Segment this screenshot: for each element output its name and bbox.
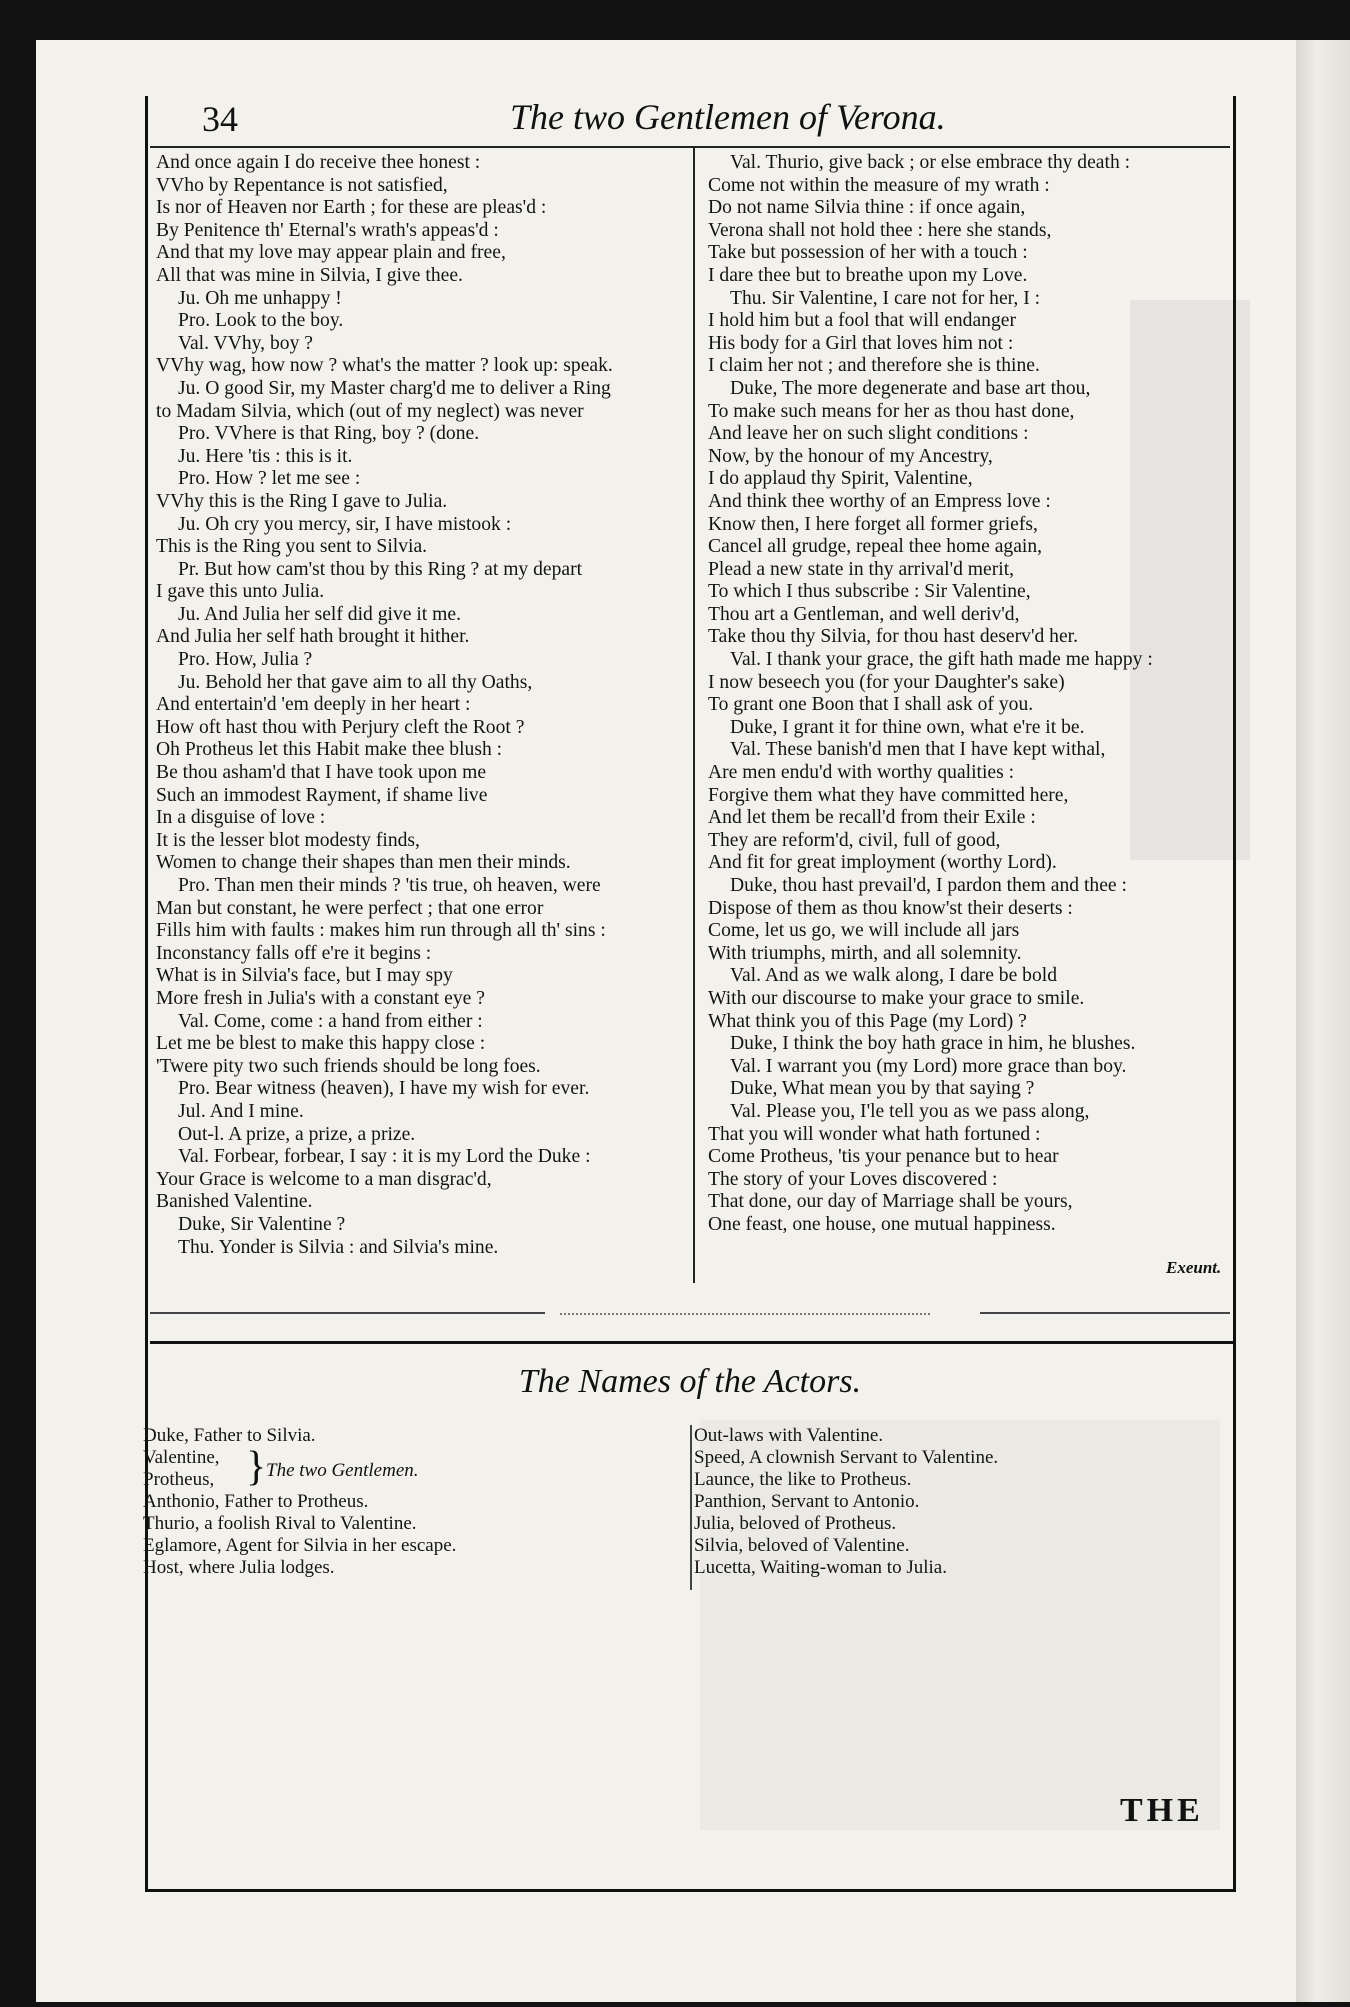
verse-line: Man but constant, he were perfect ; that one error: [156, 897, 544, 919]
verse-line: Val. Please you, I'le tell you as we pass along,: [730, 1100, 1090, 1122]
page-number: 34: [202, 99, 238, 139]
verse-line: Duke, I think the boy hath grace in him, he blushes.: [730, 1033, 1136, 1055]
verse-line: Ju. Here 'tis : this is it.: [178, 445, 353, 467]
verse-line: Take thou thy Silvia, for thou hast deserv'd her.: [708, 626, 1079, 648]
separator-dots: [560, 1313, 930, 1315]
verse-line: How oft hast thou with Perjury cleft the Root ?: [156, 716, 525, 738]
verse-line: Take but possession of her with a touch :: [708, 242, 1028, 264]
verse-line: That you will wonder what hath fortuned :: [708, 1123, 1041, 1145]
actor-entry: Lucetta, Waiting-woman to Julia.: [694, 1557, 947, 1578]
verse-line: Come not within the measure of my wrath :: [708, 174, 1050, 196]
verse-line: What think you of this Page (my Lord) ?: [708, 1010, 1027, 1032]
verse-line: Ju. Oh cry you mercy, sir, I have mistook :: [178, 513, 512, 535]
verse-line: Plead a new state in thy arrival'd merit,: [708, 558, 1015, 580]
verse-line: Ju. Behold her that gave aim to all thy Oaths,: [178, 671, 533, 693]
right-text-column: [708, 152, 1228, 1237]
actor-entry: Host, where Julia lodges.: [143, 1557, 335, 1578]
verse-line: Such an immodest Rayment, if shame live: [156, 784, 488, 806]
verse-line: By Penitence th' Eternal's wrath's appeas'd :: [156, 219, 499, 241]
actor-entry: Anthonio, Father to Protheus.: [143, 1491, 369, 1512]
verse-line: To grant one Boon that I shall ask of you.: [708, 694, 1034, 716]
verse-line: Dispose of them as thou know'st their deserts :: [708, 897, 1073, 919]
actor-entry: Valentine,: [143, 1447, 220, 1468]
verse-line: Val. And as we walk along, I dare be bold: [730, 965, 1058, 987]
actor-entry: Out-laws with Valentine.: [694, 1425, 884, 1446]
verse-line: What is in Silvia's face, but I may spy: [156, 965, 453, 987]
verse-line: Duke, The more degenerate and base art thou,: [730, 377, 1091, 399]
verse-line: Jul. And I mine.: [178, 1100, 304, 1122]
verse-line: Out-l. A prize, a prize, a prize.: [178, 1123, 416, 1145]
verse-line: Cancel all grudge, repeal thee home again,: [708, 536, 1043, 558]
verse-line: And Julia her self hath brought it hither.: [156, 626, 470, 648]
verse-line: And think thee worthy of an Empress love :: [708, 490, 1051, 512]
page-frame-bottom: [145, 1889, 1236, 1892]
verse-line: Val. Forbear, forbear, I say : it is my Lord the Duke :: [178, 1146, 591, 1168]
verse-line: Verona shall not hold thee : here she stands,: [708, 219, 1052, 241]
actor-entry: Silvia, beloved of Valentine.: [694, 1535, 910, 1556]
verse-line: Pro. Look to the boy.: [178, 310, 344, 332]
verse-line: Women to change their shapes than men their minds.: [156, 852, 571, 874]
verse-line: Be thou asham'd that I have took upon me: [156, 762, 487, 784]
actors-left-column: [143, 1425, 683, 1579]
verse-line: All that was mine in Silvia, I give thee.: [156, 264, 463, 286]
verse-line: I hold him but a fool that will endanger: [708, 310, 1016, 332]
actor-entry: Julia, beloved of Protheus.: [694, 1513, 897, 1534]
verse-line: Are men endu'd with worthy qualities :: [708, 762, 1015, 784]
verse-line: Thu. Yonder is Silvia : and Silvia's mine.: [178, 1236, 499, 1258]
actors-rule: [150, 1341, 1235, 1344]
verse-line: to Madam Silvia, which (out of my neglect) was never: [156, 400, 584, 422]
verse-line: It is the lesser blot modesty finds,: [156, 829, 420, 851]
book-spine-edge: [1296, 40, 1350, 2002]
exeunt-direction: Exeunt.: [1166, 1258, 1222, 1277]
actor-entry: Protheus,: [143, 1469, 215, 1490]
header-rule: [150, 146, 1230, 148]
left-text-column: [156, 152, 704, 1259]
verse-line: 'Twere pity two such friends should be long foes.: [156, 1055, 541, 1077]
verse-line: Duke, thou hast prevail'd, I pardon them and thee :: [730, 875, 1127, 896]
verse-line: That done, our day of Marriage shall be yours,: [708, 1191, 1073, 1213]
verse-line: Ju. O good Sir, my Master charg'd me to deliver a Ring: [178, 377, 611, 399]
verse-line: And leave her on such slight conditions :: [708, 423, 1029, 445]
separator-rule: [150, 1312, 545, 1314]
verse-line: And fit for great imployment (worthy Lord).: [708, 852, 1057, 874]
verse-line: Now, by the honour of my Ancestry,: [708, 445, 993, 467]
actor-entry: Duke, Father to Silvia.: [143, 1425, 316, 1446]
verse-line: In a disguise of love :: [156, 807, 326, 829]
verse-line: Inconstancy falls off e're it begins :: [156, 942, 432, 964]
verse-line: Know then, I here forget all former griefs,: [708, 513, 1038, 535]
verse-line: Val. Come, come : a hand from either :: [178, 1010, 483, 1032]
verse-line: Val. Thurio, give back ; or else embrace thy death :: [730, 152, 1131, 173]
actor-entry: Speed, A clownish Servant to Valentine.: [694, 1447, 999, 1468]
verse-line: More fresh in Julia's with a constant eye ?: [156, 987, 485, 1009]
verse-line: Your Grace is welcome to a man disgrac'd,: [156, 1168, 492, 1190]
verse-line: Forgive them what they have committed here,: [708, 784, 1069, 806]
verse-line: Is nor of Heaven nor Earth ; for these are pleas'd :: [156, 197, 547, 219]
page-header: [150, 92, 1230, 148]
verse-line: Pro. Than men their minds ? 'tis true, oh heaven, were: [178, 875, 601, 896]
verse-line: I gave this unto Julia.: [156, 581, 325, 603]
verse-line: Let me be blest to make this happy close :: [156, 1033, 486, 1055]
verse-line: Pro. How ? let me see :: [178, 468, 361, 490]
verse-line: And once again I do receive thee honest :: [156, 152, 481, 173]
verse-line: They are reform'd, civil, full of good,: [708, 829, 1001, 851]
catchword: THE: [1120, 1792, 1204, 1829]
verse-line: Val. VVhy, boy ?: [178, 332, 313, 354]
verse-line: And let them be recall'd from their Exile :: [708, 807, 1036, 829]
actor-entry: Panthion, Servant to Antonio.: [694, 1491, 920, 1512]
verse-line: Duke, I grant it for thine own, what e're it be.: [730, 716, 1085, 738]
verse-line: VVhy this is the Ring I gave to Julia.: [156, 490, 448, 512]
verse-line: I now beseech you (for your Daughter's sake): [708, 671, 1065, 693]
verse-line: VVho by Repentance is not satisfied,: [156, 174, 448, 196]
actor-entry: Eglamore, Agent for Silvia in her escape.: [143, 1535, 457, 1556]
verse-line: Ju. And Julia her self did give it me.: [178, 603, 461, 625]
verse-line: One feast, one house, one mutual happiness.: [708, 1213, 1056, 1235]
brace-label: The two Gentlemen.: [266, 1460, 419, 1481]
verse-line: This is the Ring you sent to Silvia.: [156, 536, 428, 558]
verse-line: Duke, Sir Valentine ?: [178, 1213, 346, 1235]
verse-line: Duke, What mean you by that saying ?: [730, 1078, 1035, 1100]
verse-line: Thou art a Gentleman, and well deriv'd,: [708, 603, 1020, 625]
actor-entry: Launce, the like to Protheus.: [694, 1469, 912, 1490]
verse-line: Banished Valentine.: [156, 1191, 313, 1213]
verse-line: Oh Protheus let this Habit make thee blush :: [156, 739, 503, 761]
separator-rule: [980, 1312, 1230, 1314]
verse-line: Val. These banish'd men that I have kept withal,: [730, 739, 1106, 761]
verse-line: I do applaud thy Spirit, Valentine,: [708, 468, 973, 490]
verse-line: His body for a Girl that loves him not :: [708, 332, 1014, 354]
verse-line: To which I thus subscribe : Sir Valentine,: [708, 581, 1031, 603]
running-title: The two Gentlemen of Verona.: [510, 97, 946, 137]
verse-line: Come Protheus, 'tis your penance but to hear: [708, 1146, 1059, 1168]
actors-title: The Names of the Actors.: [518, 1363, 862, 1400]
verse-line: With triumphs, mirth, and all solemnity.: [708, 942, 1022, 964]
actors-right-column: [694, 1425, 1214, 1579]
verse-line: VVhy wag, how now ? what's the matter ? look up: speak.: [156, 355, 613, 377]
verse-line: The story of your Loves discovered :: [708, 1168, 998, 1190]
verse-line: Ju. Oh me unhappy !: [178, 287, 342, 309]
verse-line: With our discourse to make your grace to smile.: [708, 987, 1085, 1009]
verse-line: Do not name Silvia thine : if once again,: [708, 197, 1026, 219]
verse-line: Pr. But how cam'st thou by this Ring ? at my depart: [178, 558, 583, 580]
verse-line: Come, let us go, we will include all jars: [708, 920, 1020, 942]
verse-line: Pro. VVhere is that Ring, boy ? (done.: [178, 423, 480, 445]
verse-line: To make such means for her as thou hast done,: [708, 400, 1075, 422]
verse-line: And that my love may appear plain and free,: [156, 242, 506, 264]
verse-line: Pro. How, Julia ?: [178, 649, 313, 671]
verse-line: Thu. Sir Valentine, I care not for her, I :: [730, 287, 1041, 309]
actor-entry: Thurio, a foolish Rival to Valentine.: [143, 1513, 417, 1534]
brace-symbol: }: [246, 1444, 267, 1490]
verse-line: And entertain'd 'em deeply in her heart :: [156, 694, 471, 716]
actors-divider: [690, 1425, 692, 1590]
verse-line: I dare thee but to breathe upon my Love.: [708, 264, 1028, 286]
verse-line: I claim her not ; and therefore she is thine.: [708, 355, 1040, 377]
verse-line: Fills him with faults : makes him run through all th' sins :: [156, 920, 606, 942]
verse-line: Val. I thank your grace, the gift hath made me happy :: [730, 649, 1153, 671]
verse-line: Val. I warrant you (my Lord) more grace than boy.: [730, 1055, 1127, 1077]
verse-line: Pro. Bear witness (heaven), I have my wish for ever.: [178, 1078, 590, 1100]
